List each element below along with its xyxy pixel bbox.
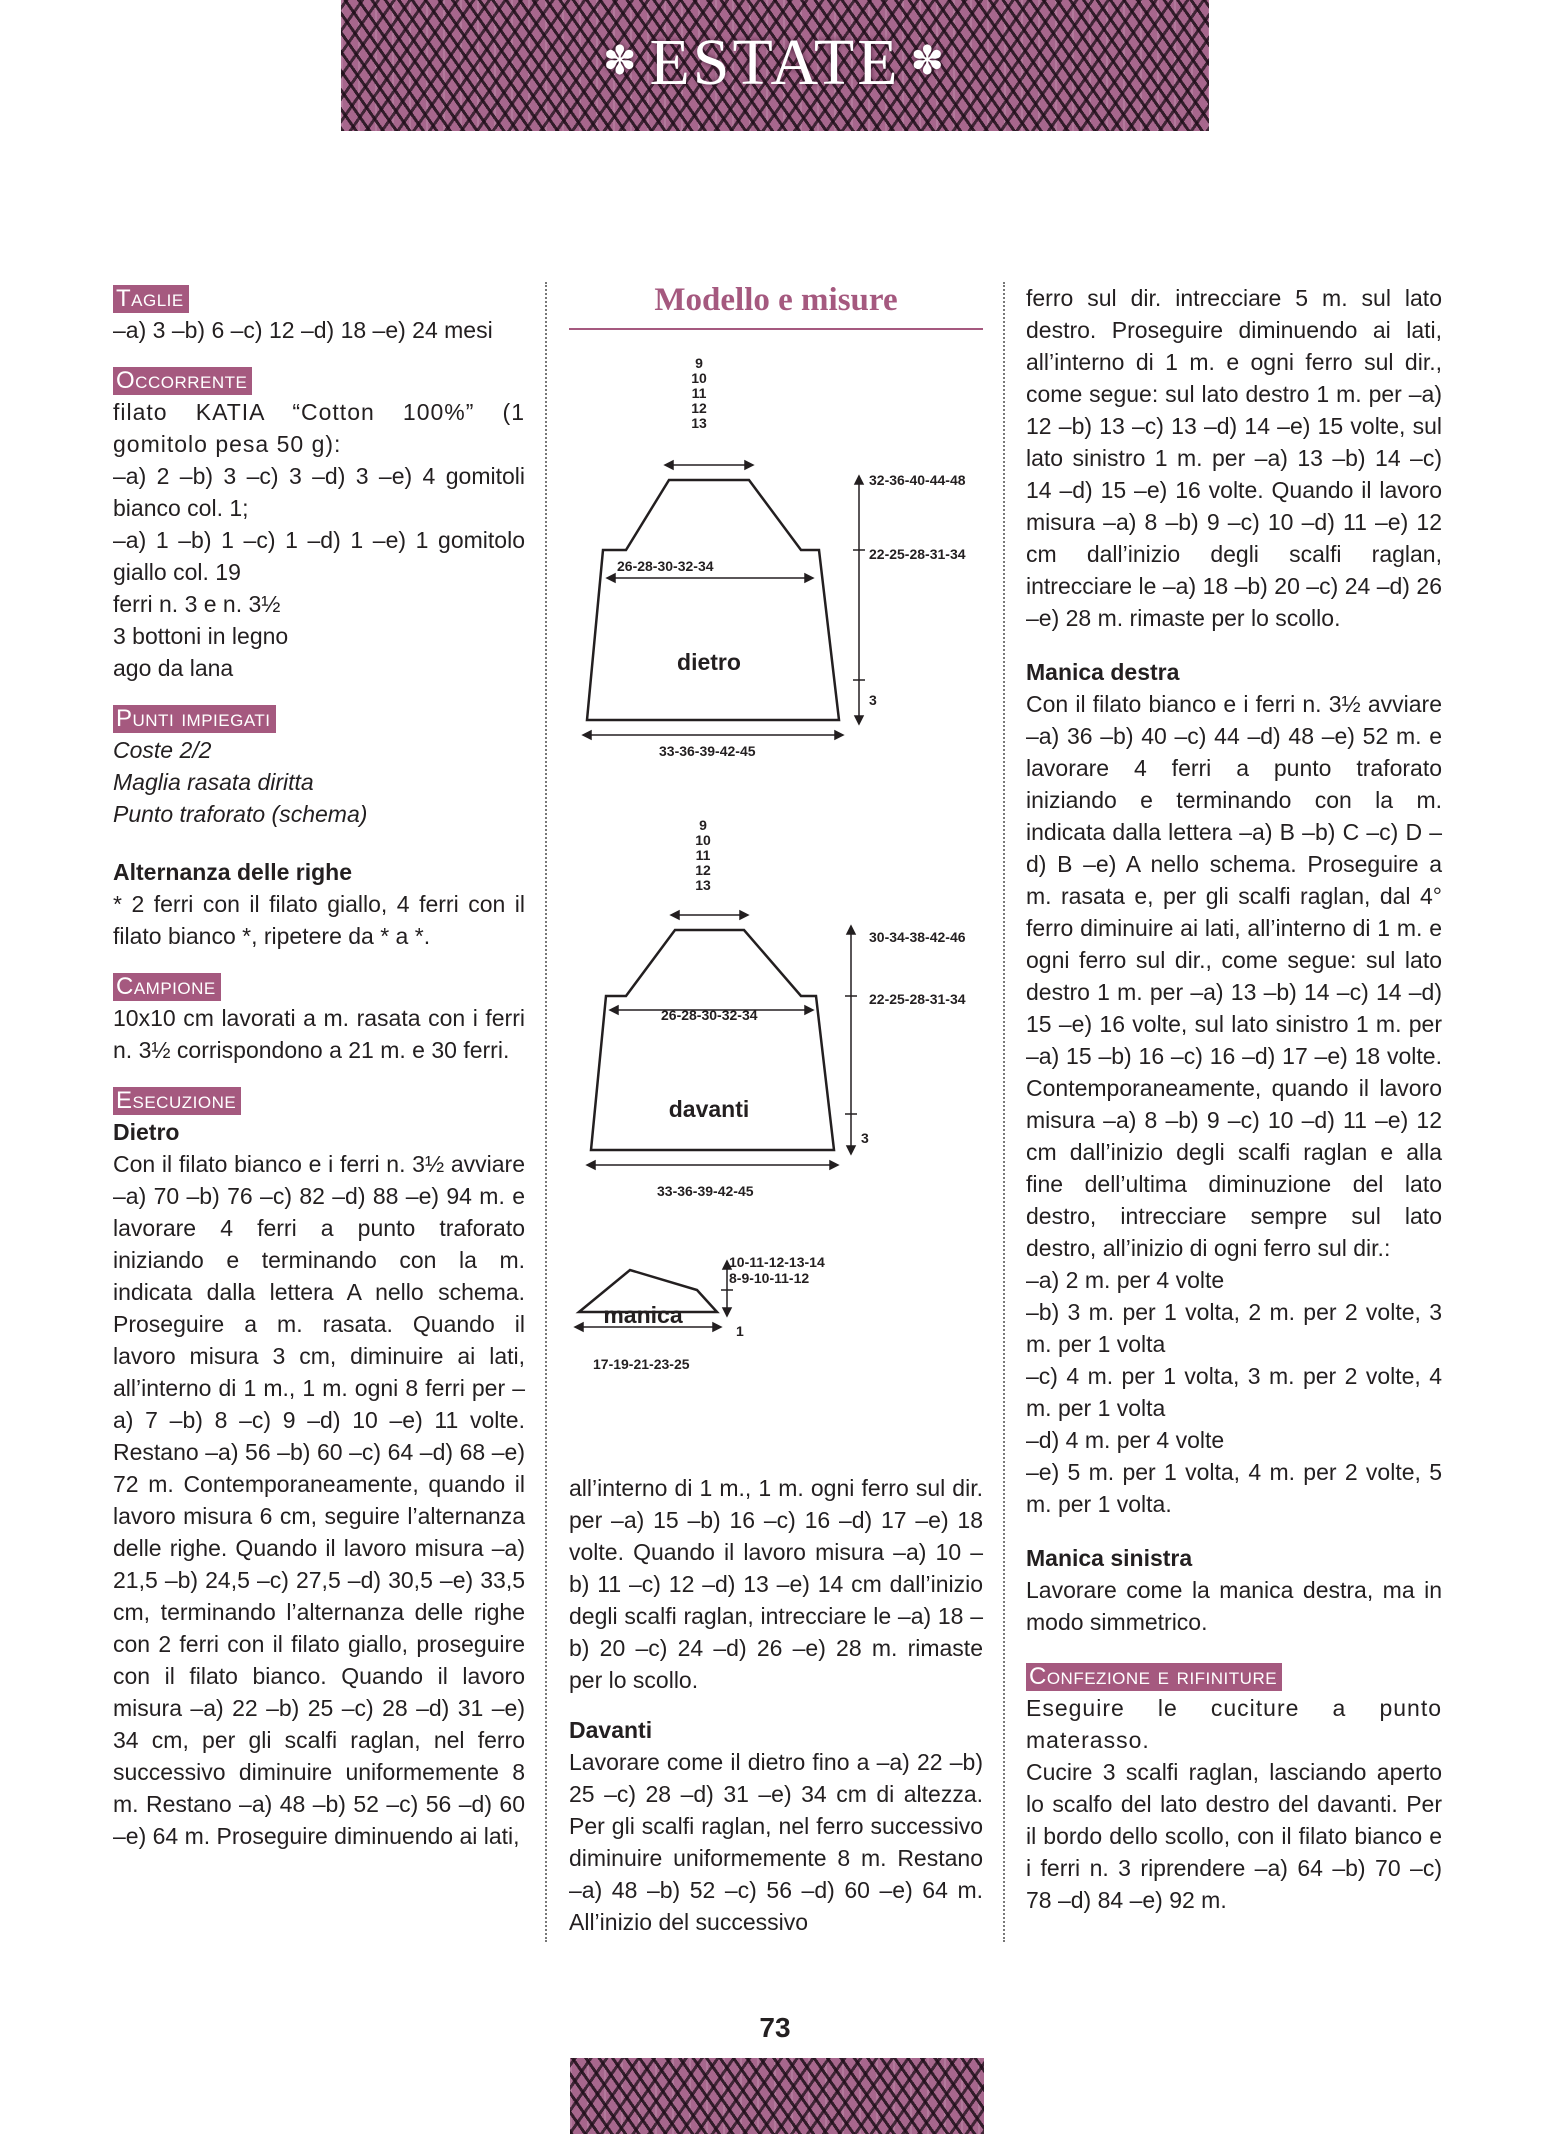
stitch-line: Coste 2/2 <box>113 737 212 763</box>
subsection-title: Dietro <box>113 1119 180 1145</box>
width-label: 33-36-39-42-45 <box>659 743 756 759</box>
instruction-list-item: –c) 4 m. per 1 volta, 3 m. per 2 volte, 4 m. per 1 volta <box>1026 1363 1442 1421</box>
neck-size-label: 11 <box>695 847 711 863</box>
section-tag: Confezione e rifiniture <box>1026 1663 1282 1691</box>
neck-size-label: 12 <box>695 862 711 878</box>
subsection-title: Davanti <box>569 1717 653 1743</box>
instruction-list-item: –d) 4 m. per 4 volte <box>1026 1427 1225 1453</box>
instruction-list-item: –b) 3 m. per 1 volta, 2 m. per 2 volte, 3 m. per 1 volta <box>1026 1299 1442 1357</box>
subsection-title: Manica sinistra <box>1026 1545 1193 1571</box>
stitch-line: Maglia rasata diritta <box>113 769 314 795</box>
rib-height-label: 3 <box>861 1130 869 1146</box>
width-label: 33-36-39-42-45 <box>657 1183 754 1199</box>
neck-size-label: 10 <box>691 370 707 386</box>
neck-size-label: 9 <box>695 355 703 371</box>
neck-size-label: 11 <box>691 385 707 401</box>
neck-size-label: 10 <box>695 832 711 848</box>
section-campione <box>113 970 525 1066</box>
instructions-text: Lavorare come il dietro fino a –a) 22 –b) 25 –c) 28 –d) 31 –e) 34 cm di altezza. Per gli scalfi raglan, nel ferro successivo diminuire uniformemente 8 m. Restano –a) 48 –b) 52 –c) 56 –d) 60 –e) 64 m. All’inizio del successivo <box>569 1749 983 1935</box>
footer-banner <box>570 2058 984 2134</box>
neck-size-label: 9 <box>699 817 707 833</box>
height-label: 30-34-38-42-46 <box>869 929 966 945</box>
neck-size-label: 12 <box>691 400 707 416</box>
materials-line: ago da lana <box>113 655 234 681</box>
rib-height-label: 1 <box>736 1323 744 1339</box>
flower-icon: ✽ <box>910 38 948 83</box>
instructions-text: all’interno di 1 m., 1 m. ogni ferro sul dir. per –a) 15 –b) 16 –c) 16 –d) 17 –e) 18 volte. Quando il lavoro misura –a) 10 –b) 11 –c) 12 –d) 13 –e) 14 cm dall’inizio degli scalfi raglan, intrecciare le –a) 18 –b) 20 –c) 24 –d) 26 –e) 28 m. rimaste per lo scollo. <box>569 1475 983 1693</box>
diagram-title: Modello e misure <box>654 282 898 318</box>
section-tag: Taglie <box>113 285 189 313</box>
piece-name-label: manica <box>603 1302 683 1328</box>
neck-size-label: 13 <box>695 877 711 893</box>
column-divider <box>1003 282 1005 1942</box>
section-tag: Campione <box>113 973 221 1001</box>
height-label: 8-9-10-11-12 <box>729 1270 810 1286</box>
instruction-list-item: –e) 5 m. per 1 volta, 4 m. per 2 volte, 5 m. per 1 volta. <box>1026 1459 1442 1517</box>
height-label: 22-25-28-31-34 <box>869 991 966 1007</box>
rib-height-label: 3 <box>869 692 877 708</box>
width-label: 17-19-21-23-25 <box>593 1356 690 1372</box>
stitch-line: Punto traforato (schema) <box>113 801 368 827</box>
back-piece-outline <box>587 480 839 720</box>
sizes-text: –a) 3 –b) 6 –c) 12 –d) 18 –e) 24 mesi <box>113 317 493 343</box>
instructions-text: Cucire 3 scalfi raglan, lasciando aperto lo scalfo del lato destro del davanti. Per il bordo dello scollo, con il filato bianco e i ferri n. 3 riprendere –a) 64 –b) 70 –c) 78 –d) 84 –e) 92 m. <box>1026 1759 1442 1913</box>
section-punti <box>113 702 525 830</box>
schematic-diagram <box>569 350 983 1400</box>
flower-icon: ✽ <box>602 38 640 83</box>
section-title <box>341 26 1209 99</box>
height-label: 32-36-40-44-48 <box>869 472 966 488</box>
subsection-title: Manica destra <box>1026 659 1180 685</box>
materials-line: filato KATIA “Cotton 100%” (1 gomitolo pesa 50 g): <box>113 399 525 457</box>
width-label: 26-28-30-32-34 <box>661 1007 758 1023</box>
left-column <box>113 282 525 1870</box>
materials-line: –a) 2 –b) 3 –c) 3 –d) 3 –e) 4 gomitoli bianco col. 1; <box>113 463 525 521</box>
section-taglie <box>113 282 525 346</box>
section-tag: Esecuzione <box>113 1087 241 1115</box>
instructions-text: ferro sul dir. intrecciare 5 m. sul lato destro. Proseguire diminuendo ai lati, all’interno di 1 m. e ogni ferro sul dir., come segue: sul lato destro 1 m. per –a) 12 –b) 13 –c) 13 –d) 14 –e) 15 volte, sul lato sinistro 1 m. per –a) 13 –b) 14 –c) 14 –d) 15 –e) 16 volte. Quando il lavoro misura –a) 8 –b) 9 –c) 10 –d) 11 –e) 12 cm dall’inizio degli scalfi raglan, intrecciare le –a) 18 –b) 20 –c) 24 –d) 26 –e) 28 m. rimaste per lo scollo. <box>1026 285 1442 631</box>
materials-line: –a) 1 –b) 1 –c) 1 –d) 1 –e) 1 gomitolo giallo col. 19 <box>113 527 525 585</box>
section-occorrente <box>113 364 525 684</box>
right-column <box>1026 282 1442 1916</box>
section-esecuzione <box>113 1084 525 1852</box>
instructions-text: Eseguire le cuciture a punto materasso. <box>1026 1695 1442 1753</box>
instructions-text: Con il filato bianco e i ferri n. 3½ avviare –a) 36 –b) 40 –c) 44 –d) 48 –e) 52 m. e lavorare 4 ferri a punto traforato iniziando e terminando con la m. indicata dalla lettera –a) B –b) C –c) D –d) B –e) A nello schema. Proseguire a m. rasata e, per gli scalfi raglan, dal 4° ferro diminuire ai lati, all’interno di 1 m. e ogni ferro sul dir., come segue: sul lato destro 1 m. per –a) 13 –b) 14 –c) 14 –d) 15 –e) 16 volte, sul lato sinistro 1 m. per –a) 15 –b) 16 –c) 16 –d) 17 –e) 18 volte. Contemporaneamente, quando il lavoro misura –a) 8 –b) 9 –c) 10 –d) 11 –e) 12 cm dall’inizio degli scalfi raglan e alla fine dell’ultima diminuzione del lato destro, intrecciare sempre sul lato destro, all’inizio di ogni ferro sul dir.: <box>1026 691 1442 1261</box>
instruction-list-item: –a) 2 m. per 4 volte <box>1026 1267 1225 1293</box>
materials-line: ferri n. 3 e n. 3½ <box>113 591 281 617</box>
instructions-text: Lavorare come la manica destra, ma in modo simmetrico. <box>1026 1577 1442 1635</box>
subsection-title: Alternanza delle righe <box>113 859 353 885</box>
diagram-title-rule <box>569 328 983 330</box>
neck-size-label: 13 <box>691 415 707 431</box>
height-label: 22-25-28-31-34 <box>869 546 966 562</box>
instructions-text: Con il filato bianco e i ferri n. 3½ avviare –a) 70 –b) 76 –c) 82 –d) 88 –e) 94 m. e lavorare 4 ferri a punto traforato iniziando e terminando con la m. indicata dalla lettera A nello schema. Proseguire a m. rasata. Quando il lavoro misura 3 cm, diminuire ai lati, all’interno di 1 m., 1 m. ogni 8 ferri per –a) 7 –b) 8 –c) 9 –d) 10 –e) 11 volte. Restano –a) 56 –b) 60 –c) 64 –d) 68 –e) 72 m. Contemporaneamente, quando il lavoro misura 6 cm, seguire l’alternanza delle righe. Quando il lavoro misura –a) 21,5 –b) 24,5 –c) 27,5 –d) 30,5 –e) 33,5 cm, terminando l’alternanza delle righe con 2 ferri con il filato giallo, proseguire con il filato bianco. Quando il lavoro misura –a) 22 –b) 25 –c) 28 –d) 31 –e) 34 cm, per gli scalfi raglan, nel ferro successivo diminuire uniformemente 8 m. Restano –a) 48 –b) 52 –c) 56 –d) 60 –e) 64 m. Proseguire diminuendo ai lati, <box>113 1151 525 1849</box>
header-banner <box>341 0 1209 131</box>
height-label: 10-11-12-13-14 <box>729 1254 825 1270</box>
section-tag: Punti impiegati <box>113 705 276 733</box>
piece-name-label: davanti <box>668 1096 750 1122</box>
column-divider <box>545 282 547 1942</box>
section-tag: Occorrente <box>113 367 252 395</box>
section-alternanza <box>113 856 525 952</box>
middle-column-text <box>569 1472 983 1938</box>
page-number: 73 <box>759 2012 791 2043</box>
width-label: 26-28-30-32-34 <box>617 558 714 574</box>
section-title-text: ESTATE <box>649 26 901 99</box>
stripe-pattern-text: * 2 ferri con il filato giallo, 4 ferri con il filato bianco *, ripetere da * a *. <box>113 891 525 949</box>
gauge-text: 10x10 cm lavorati a m. rasata con i ferri n. 3½ corrispondono a 21 m. e 30 ferri. <box>113 1005 525 1063</box>
piece-name-label: dietro <box>677 649 741 675</box>
materials-line: 3 bottoni in legno <box>113 623 289 649</box>
